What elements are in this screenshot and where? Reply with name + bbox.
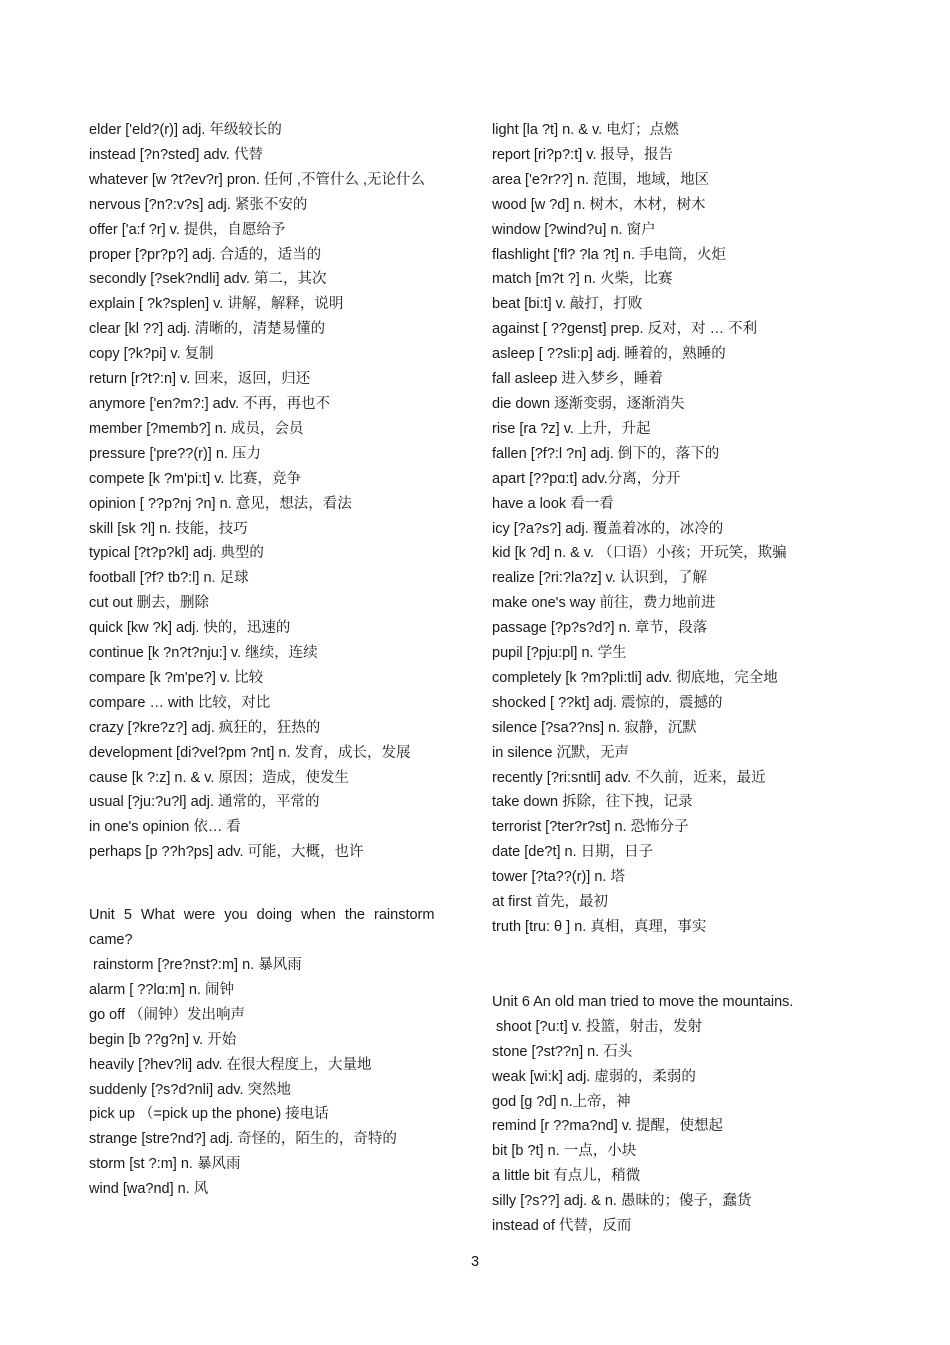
vocab-entry: proper [?pr?p?] adj. 合适的，适当的 xyxy=(89,246,322,263)
vocab-entry: rise [ra ?z] v. 上升，升起 xyxy=(492,420,651,437)
vocab-entry: shoot [?u:t] v. 投篮，射击，发射 xyxy=(496,1018,703,1035)
left-column xyxy=(89,118,451,1202)
vocab-entry: alarm [ ??lɑ:m] n. 闹钟 xyxy=(89,981,235,998)
vocab-entry: passage [?p?s?d?] n. 章节，段落 xyxy=(492,620,708,637)
vocab-entry: pick up （=pick up the phone) 接电话 xyxy=(89,1106,329,1123)
vocab-entry: cut out 删去，删除 xyxy=(89,595,210,612)
vocab-entry: apart [??pɑ:t] adv.分离，分开 xyxy=(492,470,681,487)
vocab-entry: heavily [?hev?li] adv. 在很大程度上，大量地 xyxy=(89,1056,372,1073)
vocab-entry: at first 首先，最初 xyxy=(492,894,609,911)
vocab-entry: member [?memb?] n. 成员，会员 xyxy=(89,420,304,437)
vocab-entry: in silence 沉默，无声 xyxy=(492,744,629,761)
vocab-entry: anymore ['en?m?:] adv. 不再，再也不 xyxy=(89,395,331,412)
vocab-entry: fall asleep 进入梦乡，睡着 xyxy=(492,371,663,388)
vocab-entry: remind [r ??ma?nd] v. 提醒，使想起 xyxy=(492,1118,723,1135)
vocab-entry: skill [sk ?l] n. 技能，技巧 xyxy=(89,520,248,537)
vocab-entry: instead of 代替，反而 xyxy=(492,1218,632,1235)
vocab-entry: beat [bi:t] v. 敲打，打败 xyxy=(492,296,643,313)
vocab-entry: area ['e?r??] n. 范围，地域，地区 xyxy=(492,171,710,188)
vocab-entry: asleep [ ??sli:p] adj. 睡着的，熟睡的 xyxy=(492,346,726,363)
vocab-entry: window [?wind?u] n. 窗户 xyxy=(492,221,656,238)
vocab-entry: offer ['a:f ?r] v. 提供，自愿给予 xyxy=(89,221,286,238)
vocab-entry: silence [?sa??ns] n. 寂静，沉默 xyxy=(492,719,697,736)
page-number: 3 xyxy=(470,1254,480,1270)
vocab-entry: opinion [ ??p?nj ?n] n. 意见，想法，看法 xyxy=(89,495,352,512)
unit-5-heading: Unit 5 What were you doing when the rainstorm came? xyxy=(89,907,435,949)
vocab-entry: usual [?ju:?u?l] adj. 通常的，平常的 xyxy=(89,794,320,811)
vocab-entry: in one's opinion 依… 看 xyxy=(89,819,241,836)
vocab-entry: compete [k ?m'pi:t] v. 比赛，竞争 xyxy=(89,470,301,487)
vocab-entry: compare [k ?m'pe?] v. 比较 xyxy=(89,669,264,686)
vocab-entry: whatever [w ?t?ev?r] pron. 任何 ,不管什么 ,无论什么 xyxy=(89,171,426,188)
vocab-entry: secondly [?sek?ndli] adv. 第二，其次 xyxy=(89,271,327,288)
vocab-entry: development [di?vel?pm ?nt] n. 发育，成长，发展 xyxy=(89,744,411,761)
vocab-entry: crazy [?kre?z?] adj. 疯狂的，狂热的 xyxy=(89,719,321,736)
vocab-entry: football [?f? tb?:l] n. 足球 xyxy=(89,570,249,587)
vocab-entry: shocked [ ??kt] adj. 震惊的，震撼的 xyxy=(492,694,723,711)
vocab-entry: take down 拆除，往下拽，记录 xyxy=(492,794,693,811)
vocab-entry: pressure ['pre??(r)] n. 压力 xyxy=(89,445,261,462)
vocab-entry: return [r?t?:n] v. 回来，返回，归还 xyxy=(89,371,311,388)
vocab-entry: weak [wi:k] adj. 虚弱的，柔弱的 xyxy=(492,1068,696,1085)
vocab-entry: silly [?s??] adj. & n. 愚昧的；傻子，蠢货 xyxy=(492,1193,752,1210)
vocab-entry: have a look 看一看 xyxy=(492,495,614,512)
vocab-entry: instead [?n?sted] adv. 代替 xyxy=(89,146,263,163)
vocab-entry: a little bit 有点儿，稍微 xyxy=(492,1168,641,1185)
vocab-entry: pupil [?pju:pl] n. 学生 xyxy=(492,645,627,662)
unit-5-word-list xyxy=(89,953,451,1202)
vocab-entry: god [ɡ ?d] n.上帝，神 xyxy=(492,1093,631,1110)
vocab-entry: recently [?ri:sntli] adv. 不久前，近来，最近 xyxy=(492,769,766,786)
vocab-entry: report [ri?p?:t] v. 报导，报告 xyxy=(492,146,674,163)
vocab-entry: wood [w ?d] n. 树木，木材，树木 xyxy=(492,196,706,213)
vocab-entry: continue [k ?n?t?nju:] v. 继续，连续 xyxy=(89,645,318,662)
vocab-entry: elder ['eld?(r)] adj. 年级较长的 xyxy=(89,122,282,138)
vocab-entry: quick [kw ?k] adj. 快的，迅速的 xyxy=(89,620,291,637)
vocab-entry: match [m?t ?] n. 火柴，比赛 xyxy=(492,271,673,288)
vocab-entry: suddenly [?s?d?nli] adv. 突然地 xyxy=(89,1081,292,1098)
vocab-entry: realize [?ri:?la?z] v. 认识到，了解 xyxy=(492,570,707,587)
vocab-entry: truth [tru: θ ] n. 真相，真理，事实 xyxy=(492,919,707,935)
vocab-entry: flashlight ['fl? ?la ?t] n. 手电筒，火炬 xyxy=(492,246,727,263)
vocab-entry: bit [b ?t] n. 一点，小块 xyxy=(492,1143,637,1160)
vocab-entry: wind [wa?nd] n. 风 xyxy=(89,1181,209,1198)
vocab-entry: explain [ ?k?splen] v. 讲解，解释，说明 xyxy=(89,296,344,313)
unit-6-word-list xyxy=(492,1015,822,1239)
unit-6-heading: Unit 6 An old man tried to move the mountains. xyxy=(492,993,794,1010)
vocab-entry: storm [st ?:m] n. 暴风雨 xyxy=(89,1156,241,1173)
vocab-entry: go off （闹钟）发出响声 xyxy=(89,1006,246,1023)
vocab-entry: against [ ??genst] prep. 反对，对 … 不利 xyxy=(492,321,758,338)
right-column xyxy=(492,118,822,1239)
vocab-entry: kid [k ?d] n. & v. （口语）小孩；开玩笑，欺骗 xyxy=(492,545,787,562)
vocab-entry: strange [stre?nd?] adj. 奇怪的，陌生的，奇特的 xyxy=(89,1131,397,1148)
vocab-entry: clear [kl ??] adj. 清晰的，清楚易懂的 xyxy=(89,321,326,338)
vocab-entry: nervous [?n?:v?s] adj. 紧张不安的 xyxy=(89,196,308,213)
vocab-entry: compare … with 比较，对比 xyxy=(89,694,271,711)
vocab-entry: typical [?t?p?kl] adj. 典型的 xyxy=(89,545,264,562)
vocab-entry: rainstorm [?re?nst?:m] n. 暴风雨 xyxy=(93,957,302,973)
vocab-entry: make one's way 前往，费力地前进 xyxy=(492,595,716,612)
vocab-entry: cause [k ?:z] n. & v. 原因；造成，使发生 xyxy=(89,769,349,786)
vocab-entry: tower [?ta??(r)] n. 塔 xyxy=(492,869,625,886)
vocab-entry: terrorist [?ter?r?st] n. 恐怖分子 xyxy=(492,819,689,836)
vocab-entry: die down 逐渐变弱，逐渐消失 xyxy=(492,395,685,412)
vocab-entry: perhaps [p ??h?ps] adv. 可能，大概，也许 xyxy=(89,844,364,861)
vocab-entry: fallen [?f?:l ?n] adj. 倒下的，落下的 xyxy=(492,445,720,462)
vocab-entry: completely [k ?m?pli:tli] adv. 彻底地，完全地 xyxy=(492,669,778,686)
vocab-entry: copy [?k?pi] v. 复制 xyxy=(89,346,214,363)
vocab-entry: begin [b ??g?n] v. 开始 xyxy=(89,1031,237,1048)
vocab-entry: date [de?t] n. 日期，日子 xyxy=(492,844,654,861)
vocab-entry: stone [?st??n] n. 石头 xyxy=(492,1043,633,1060)
vocab-entry: light [la ?t] n. & v. 电灯；点燃 xyxy=(492,122,679,138)
vocab-entry: icy [?a?s?] adj. 覆盖着冰的，冰冷的 xyxy=(492,520,724,537)
